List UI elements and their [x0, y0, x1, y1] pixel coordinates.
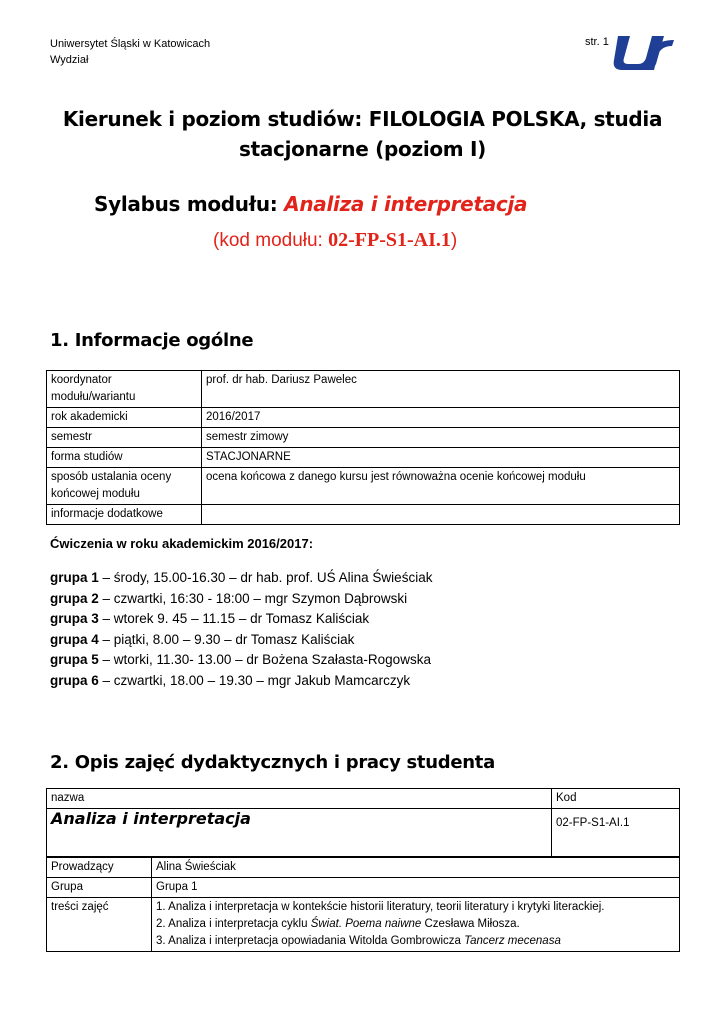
info-value: prof. dr hab. Dariusz Pawelec: [202, 371, 680, 408]
code-header: Kod: [552, 789, 680, 809]
content-value: [152, 898, 680, 952]
module-code-cell: 02-FP-S1-AI.1: [552, 809, 680, 857]
group-name: grupa 6: [50, 672, 99, 688]
section-2-heading: 2. Opis zajęć dydaktycznych i pracy studenta: [50, 752, 495, 773]
info-label: koordynator modułu/wariantu: [47, 371, 202, 408]
info-row: [47, 371, 680, 408]
info-value: semestr zimowy: [202, 428, 680, 448]
groups-list: [50, 568, 432, 691]
group-name: grupa 4: [50, 631, 99, 647]
info-value: [202, 505, 680, 525]
university-logo: [612, 32, 676, 72]
class-details-table: [46, 857, 680, 952]
info-value: STACJONARNE: [202, 448, 680, 468]
exercises-heading: Ćwiczenia w roku akademickim 2016/2017:: [50, 536, 314, 551]
module-code: 02-FP-S1-AI.1: [328, 229, 451, 251]
group-item: [50, 650, 432, 671]
group-details: – czwartki, 16:30 - 18:00 – mgr Szymon Dąbrowski: [98, 590, 408, 606]
group-details: – wtorki, 11.30- 13.00 – dr Bożena Szałasta-Rogowska: [98, 652, 431, 667]
content-label: treści zajęć: [47, 898, 152, 952]
info-label: sposób ustalania oceny końcowej modułu: [47, 468, 202, 505]
name-header: nazwa: [47, 789, 552, 809]
section-1-heading: 1. Informacje ogólne: [50, 330, 254, 351]
general-info-table: [46, 370, 680, 525]
content-item-3: 3. Analiza i interpretacja opowiadania Witolda Gombrowicza Tancerz mecenasa: [156, 935, 561, 947]
faculty-label: Wydział: [50, 54, 89, 66]
document-title: Kierunek i poziom studiów: FILOLOGIA POLSKA, studia stacjonarne (poziom I): [62, 107, 663, 161]
group-details: – piątki, 8.00 – 9.30 – dr Tomasz Kaliściak: [98, 631, 355, 647]
page-number: str. 1: [585, 36, 609, 48]
info-label: informacje dodatkowe: [47, 505, 202, 525]
info-value: 2016/2017: [202, 408, 680, 428]
group-details: – czwartki, 18.00 – 19.30 – mgr Jakub Mamcarczyk: [98, 672, 411, 688]
syllabus-title: Sylabus modułu: Analiza i interpretacja: [94, 192, 528, 216]
page-header: [50, 36, 210, 68]
group-label: Grupa: [47, 878, 152, 898]
module-code-line: (kod modułu: 02-FP-S1-AI.1): [213, 229, 458, 251]
group-name: grupa 1: [50, 570, 99, 585]
group-value: Grupa 1: [152, 878, 680, 898]
content-item-2: 2. Analiza i interpretacja cyklu Świat. Poema naiwne Czesława Miłosza.: [156, 918, 520, 930]
module-name: Analiza i interpretacja: [284, 192, 528, 216]
info-label: forma studiów: [47, 448, 202, 468]
lecturer-value: Alina Świeściak: [152, 858, 680, 878]
group-item: [50, 589, 432, 610]
group-name: grupa 2: [50, 590, 99, 606]
info-label: semestr: [47, 428, 202, 448]
university-name: Uniwersytet Śląski w Katowicach: [50, 38, 211, 50]
group-name: grupa 3: [50, 611, 99, 626]
group-item: [50, 568, 432, 589]
lecturer-label: Prowadzący: [47, 858, 152, 878]
info-row: [47, 505, 680, 525]
group-item: [50, 630, 432, 651]
info-row: [47, 428, 680, 448]
info-value: ocena końcowa z danego kursu jest równoważna ocenie końcowej modułu: [202, 468, 680, 505]
group-details: – środy, 15.00-16.30 – dr hab. prof. UŚ Alina Świeściak: [98, 570, 433, 585]
content-item-1: 1. Analiza i interpretacja w kontekście historii literatury, teorii literatury i krytyki literackiej.: [156, 901, 605, 913]
module-name-table: [46, 788, 680, 857]
info-row: [47, 468, 680, 505]
info-label: rok akademicki: [47, 408, 202, 428]
info-row: [47, 448, 680, 468]
group-item: [50, 609, 432, 630]
info-row: [47, 408, 680, 428]
group-name: grupa 5: [50, 652, 99, 667]
group-details: – wtorek 9. 45 – 11.15 – dr Tomasz Kaliściak: [98, 611, 370, 626]
module-name-cell: Analiza i interpretacja: [47, 809, 552, 857]
group-item: [50, 671, 432, 692]
